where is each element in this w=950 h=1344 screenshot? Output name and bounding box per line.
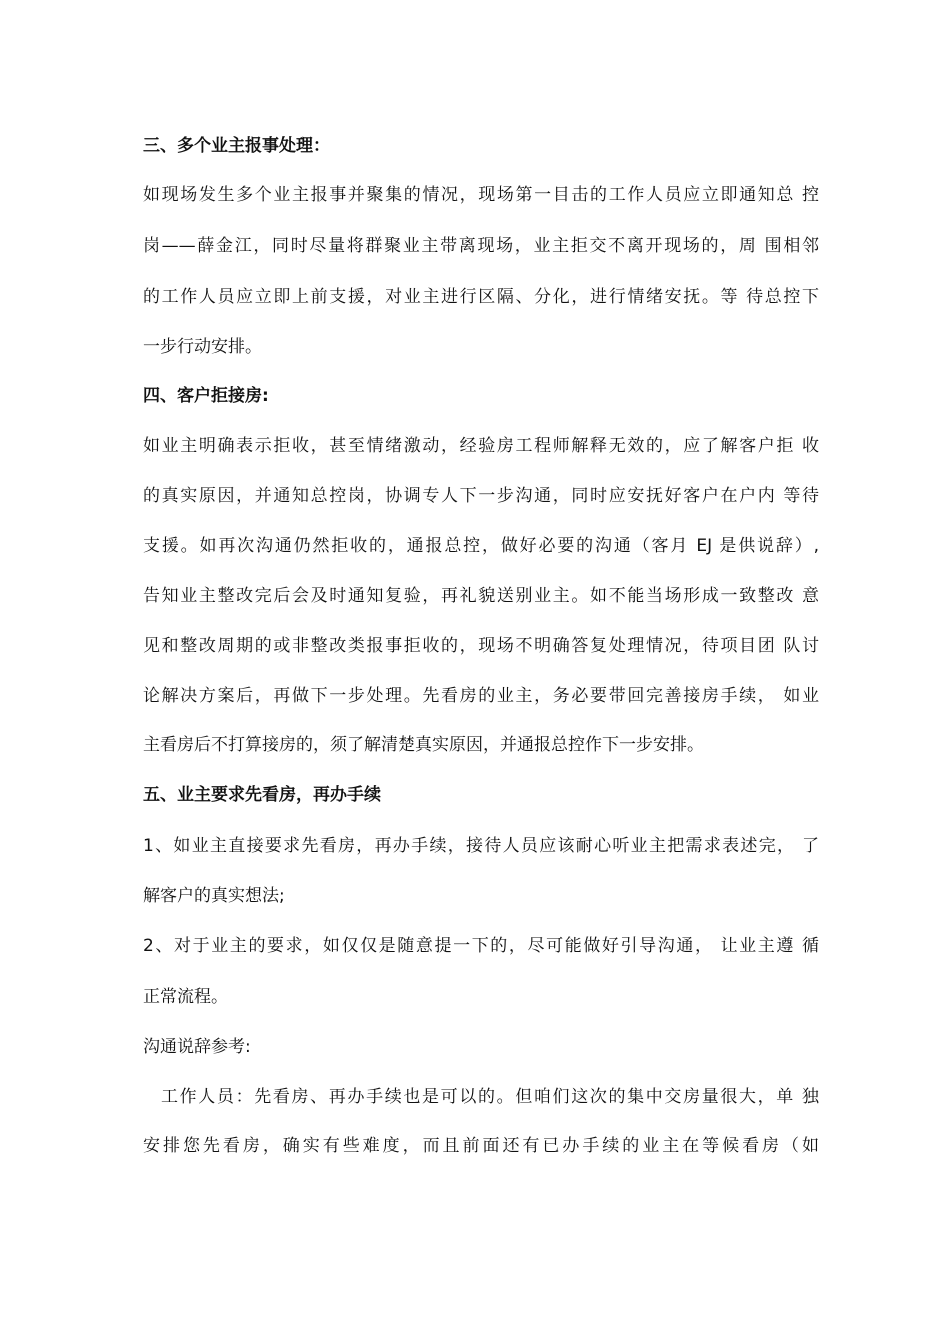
script-reference-label: 沟通说辞参考: — [143, 1037, 251, 1057]
paragraph-line: 如现场发生多个业主报事并聚集的情况，现场第一目击的工作人员应立即通知总 控 — [143, 185, 819, 205]
dialogue-line: 工作人员：先看房、再办手续也是可以的。但咱们这次的集中交房量很大，单 独 — [161, 1087, 819, 1107]
paragraph-line: 主看房后不打算接房的，须了解清楚真实原因，并通报总控作下一步安排。 — [143, 735, 704, 755]
paragraph-line: 见和整改周期的或非整改类报事拒收的，现场不明确答复处理情况，待项目团 队讨 — [143, 636, 819, 656]
list-item-line: 解客户的真实想法; — [143, 886, 285, 906]
section-heading-5: 五、业主要求先看房，再办手续 — [143, 785, 381, 805]
paragraph-line: 的工作人员应立即上前支援，对业主进行区隔、分化，进行情绪安抚。等 待总控下 — [143, 287, 819, 307]
dialogue-line: 安排您先看房，确实有些难度，而且前面还有已办手续的业主在等候看房（如 — [143, 1136, 819, 1156]
paragraph-line: 一步行动安排。 — [143, 337, 262, 357]
list-item-line: 1、如业主直接要求先看房，再办手续，接待人员应该耐心听业主把需求表述完， 了 — [143, 836, 819, 856]
paragraph-line: 如业主明确表示拒收，甚至情绪激动，经验房工程师解释无效的，应了解客户拒 收 — [143, 436, 819, 456]
list-item-line: 2、对于业主的要求，如仅仅是随意提一下的，尽可能做好引导沟通， 让业主遵 循 — [143, 936, 819, 956]
paragraph-line: 的真实原因，并通知总控岗，协调专人下一步沟通，同时应安抚好客户在户内 等待 — [143, 486, 819, 506]
section-heading-4: 四、客户拒接房: — [143, 386, 269, 406]
section-heading-3: 三、多个业主报事处理： — [143, 136, 330, 156]
paragraph-line: 告知业主整改完后会及时通知复验，再礼貌送别业主。如不能当场形成一致整改 意 — [143, 586, 819, 606]
paragraph-line: 支援。如再次沟通仍然拒收的，通报总控，做好必要的沟通（客月 EJ 是供说辞）, — [143, 536, 819, 556]
list-item-line: 正常流程。 — [143, 987, 228, 1007]
paragraph-line: 论解决方案后，再做下一步处理。先看房的业主，务必要带回完善接房手续， 如业 — [143, 686, 819, 706]
paragraph-line: 岗——薛金江，同时尽量将群聚业主带离现场，业主拒交不离开现场的，周 围相邻 — [143, 236, 819, 256]
